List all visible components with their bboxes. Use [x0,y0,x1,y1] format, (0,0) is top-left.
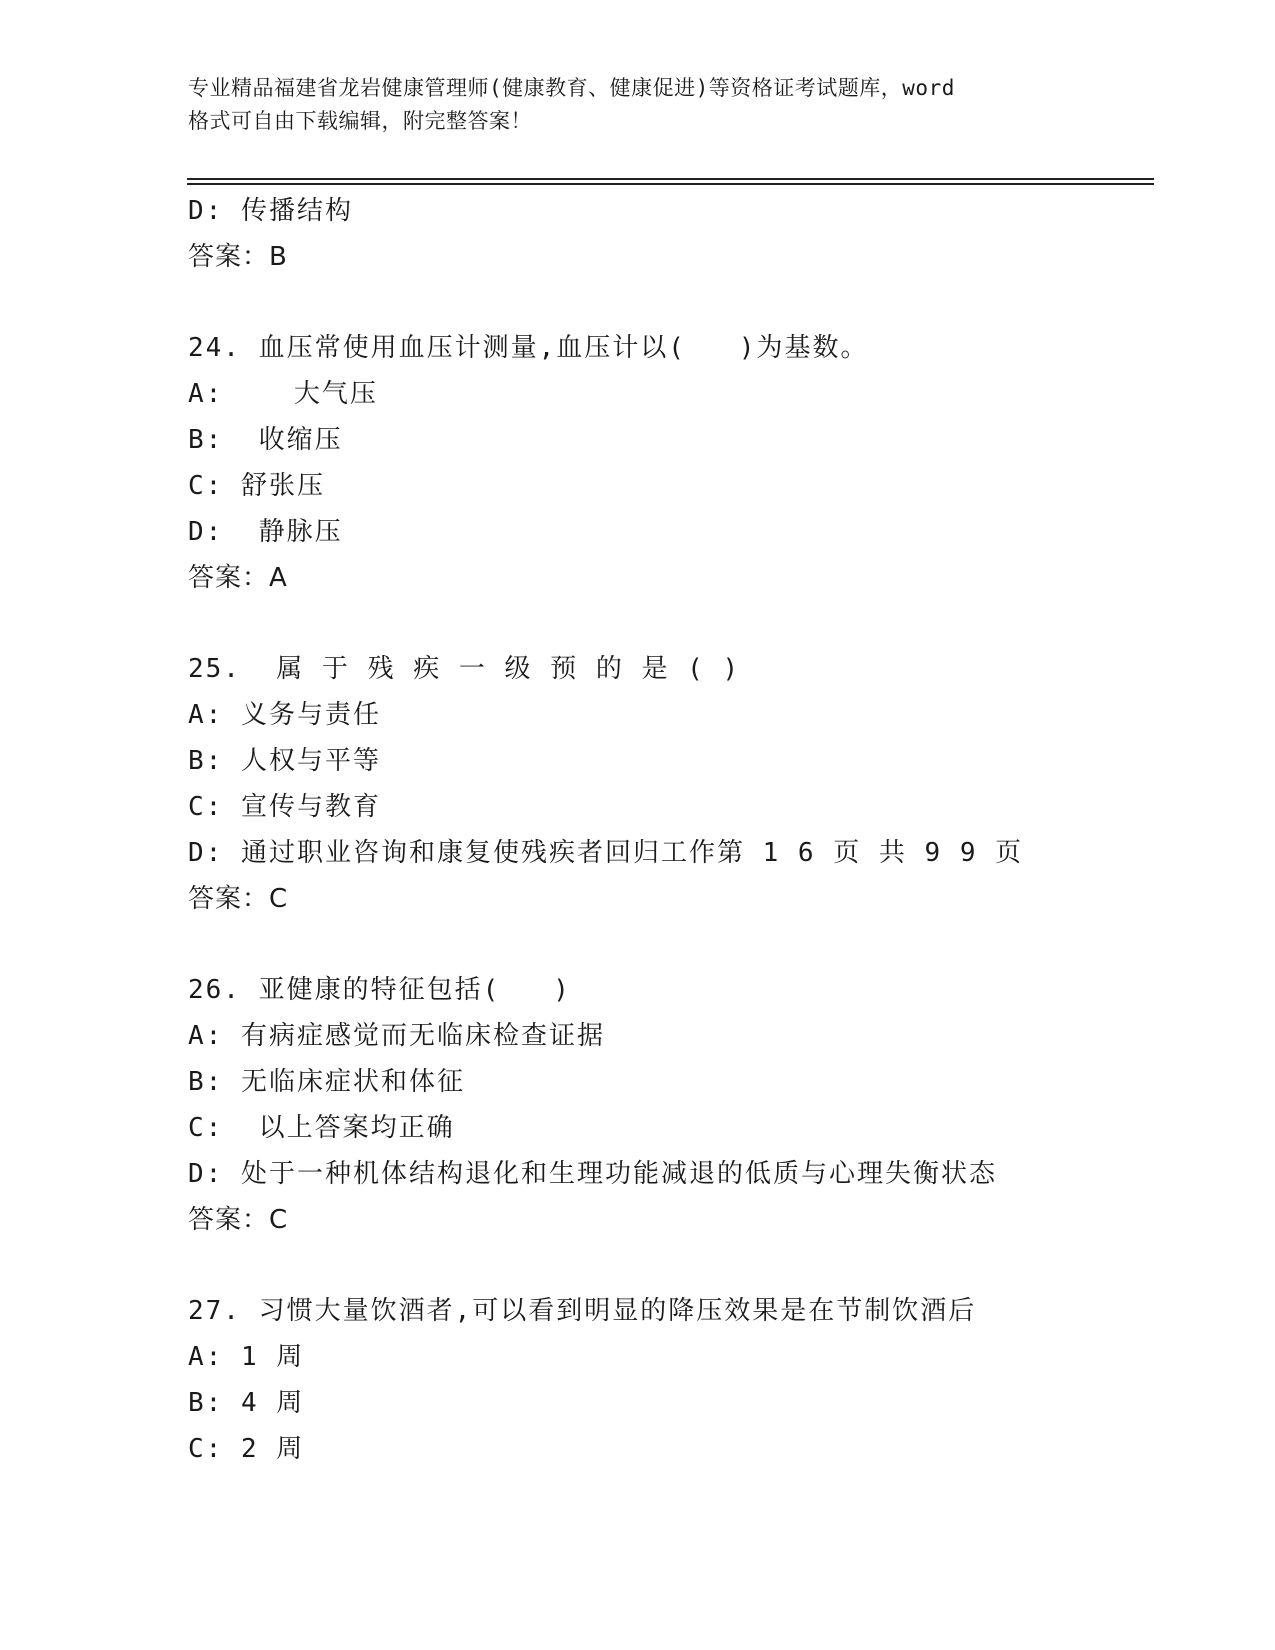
question-25 [188,646,1188,922]
question-content [188,188,1188,1472]
header-rule-bottom [187,183,1154,185]
option-d: D: 静脉压 [188,517,343,547]
header-line-1: 专业精品福建省龙岩健康管理师(健康教育、健康促进)等资格证考试题库，word [188,76,955,100]
question-24 [188,325,1188,601]
option-c: C: 以上答案均正确 [188,1113,455,1143]
header-line-2: 格式可自由下载编辑，附完整答案！ [188,109,532,133]
carryover-option-d: D: 传播结构 [188,196,353,226]
option-a: A: 1 周 [188,1342,305,1372]
option-c: C: 舒张压 [188,471,325,501]
option-d: D: 通过职业咨询和康复使残疾者回归工作第 1 6 页 共 9 9 页 [188,838,1024,868]
option-b: B: 人权与平等 [188,746,381,776]
question-stem: 25. 属 于 残 疾 一 级 预 的 是 ( ) [188,654,741,684]
option-a: A: 大气压 [188,379,378,409]
question-stem: 26. 亚健康的特征包括( ) [188,975,571,1005]
option-c: C: 2 周 [188,1434,305,1464]
header-rule-top [187,178,1154,180]
option-b: B: 收缩压 [188,425,343,455]
question-27 [188,1288,1188,1472]
option-c: C: 宣传与教育 [188,792,381,822]
option-d: D: 处于一种机体结构退化和生理功能减退的低质与心理失衡状态 [188,1159,997,1189]
answer: 答案：C [188,884,289,914]
question-26 [188,967,1188,1243]
question-stem: 27. 习惯大量饮酒者,可以看到明显的降压效果是在节制饮酒后 [188,1296,977,1326]
option-a: A: 义务与责任 [188,700,381,730]
option-b: B: 无临床症状和体征 [188,1067,465,1097]
answer: 答案：A [188,563,288,593]
question-stem: 24. 血压常使用血压计测量,血压计以( )为基数。 [188,333,869,363]
carryover-answer: 答案：B [188,242,288,272]
option-a: A: 有病症感觉而无临床检查证据 [188,1021,605,1051]
document-header [188,72,1068,138]
option-b: B: 4 周 [188,1388,305,1418]
answer: 答案：C [188,1205,289,1235]
